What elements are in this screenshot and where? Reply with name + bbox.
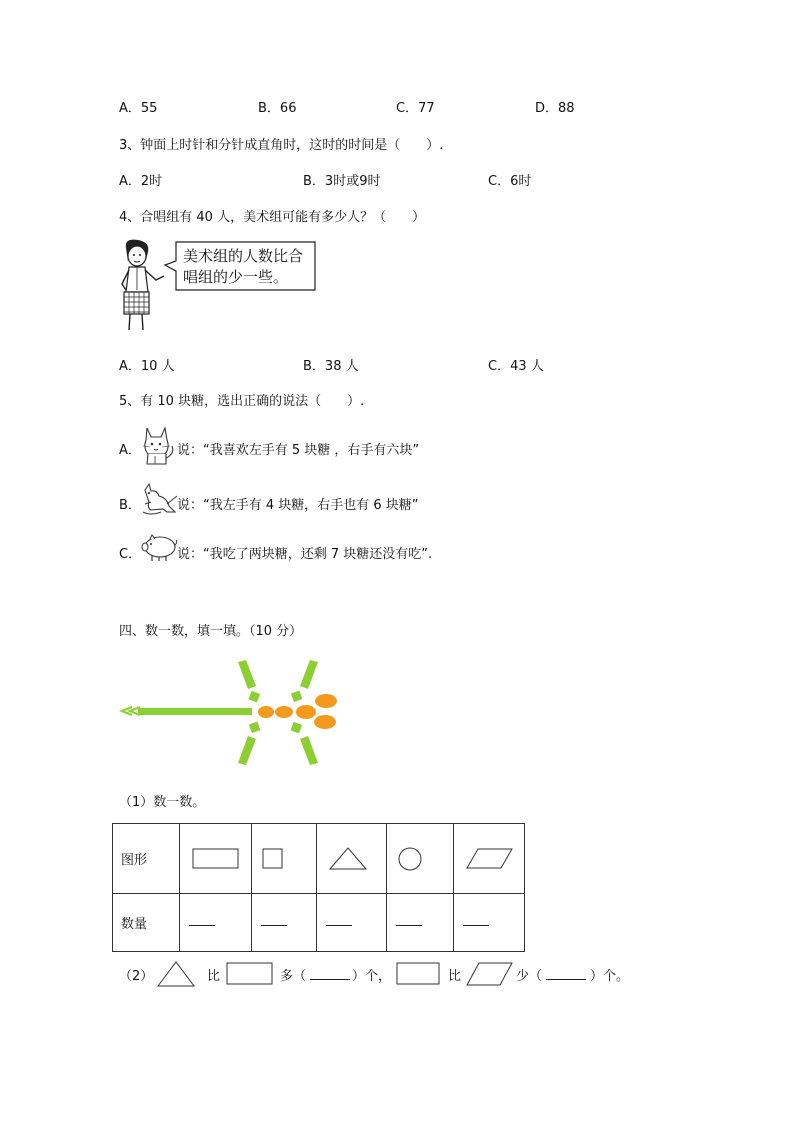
- sub2-ge-1: ）个，: [352, 969, 392, 984]
- cat-icon: [139, 424, 177, 466]
- sub2-bi-1: 比: [207, 969, 221, 984]
- table-cell-circle: [387, 824, 454, 894]
- circle-icon: [387, 844, 453, 874]
- shape-figure-illustration: [118, 656, 368, 770]
- count-rectangle-blank[interactable]: [180, 894, 252, 952]
- q4-option-c[interactable]: C．43 人: [488, 359, 544, 374]
- q5-question: 5、有 10 块糖，选出正确的说法（ ）.: [119, 394, 365, 409]
- q4-option-b[interactable]: B．38 人: [303, 359, 359, 374]
- q2-option-c[interactable]: C．77: [396, 101, 435, 116]
- section4-sub1: （1）数一数。: [119, 795, 206, 810]
- answer-blank-1[interactable]: [310, 979, 350, 980]
- section4-title: 四、数一数，填一填。（10 分）: [119, 624, 303, 639]
- triangle-icon: [317, 844, 386, 874]
- sub2-ge-2: ）个。: [590, 969, 630, 984]
- triangle-icon: [156, 960, 198, 988]
- q3-option-a[interactable]: A．2时: [119, 174, 163, 189]
- parallelogram-icon: [465, 961, 515, 987]
- shape-count-table: [112, 823, 525, 952]
- q5-option-c-label[interactable]: C．: [119, 547, 142, 562]
- sub2-bi-2: 比: [448, 969, 462, 984]
- square-icon: [252, 844, 316, 874]
- q5-option-b-label[interactable]: B．: [119, 498, 141, 513]
- rectangle-icon: [226, 962, 276, 988]
- speech-bubble-line1: 美术组的人数比合: [183, 247, 304, 265]
- q4-option-a[interactable]: A．10 人: [119, 359, 175, 374]
- q5-option-a-label[interactable]: A．: [119, 443, 141, 458]
- table-cell-parallelogram: [454, 824, 525, 894]
- q4-question: 4、合唱组有 40 人，美术组可能有多少人？（ ）: [119, 210, 426, 225]
- pig-icon: [140, 534, 178, 562]
- q2-option-a[interactable]: A．55: [119, 101, 158, 116]
- count-circle-blank[interactable]: [387, 894, 454, 952]
- q3-option-c[interactable]: C．6时: [488, 174, 532, 189]
- q2-option-b[interactable]: B．66: [258, 101, 297, 116]
- parallelogram-icon: [454, 844, 524, 874]
- kangaroo-icon: [137, 482, 179, 518]
- speech-bubble-line2: 唱组的少一些。: [183, 268, 289, 286]
- q5-option-b-text: 说：“我左手有 4 块糖，右手也有 6 块糖”: [177, 498, 419, 513]
- table-cell-triangle: [317, 824, 387, 894]
- q3-question: 3、钟面上时针和分针成直角时，这时的时间是（ ）.: [119, 138, 444, 153]
- table-row2-label: 数量: [113, 894, 180, 952]
- q2-option-d[interactable]: D．88: [535, 101, 575, 116]
- table-cell-rectangle: [180, 824, 252, 894]
- sub2-shao: 少（: [516, 969, 543, 984]
- table-cell-square: [252, 824, 317, 894]
- q5-option-a-text: 说：“我喜欢左手有 5 块糖 ，右手有六块”: [177, 443, 420, 458]
- count-parallelogram-blank[interactable]: [454, 894, 525, 952]
- count-triangle-blank[interactable]: [317, 894, 387, 952]
- sub2-duo: 多（: [280, 969, 307, 984]
- q5-option-c-text: 说：“我吃了两块糖，还剩 7 块糖还没有吃”.: [177, 547, 433, 562]
- count-square-blank[interactable]: [252, 894, 317, 952]
- rectangle-icon: [396, 962, 442, 988]
- q3-option-b[interactable]: B．3时或9时: [303, 174, 381, 189]
- rectangle-icon: [180, 844, 251, 874]
- sub2-prefix: （2）: [119, 969, 154, 984]
- table-row1-label: 图形: [113, 824, 180, 894]
- answer-blank-2[interactable]: [546, 979, 586, 980]
